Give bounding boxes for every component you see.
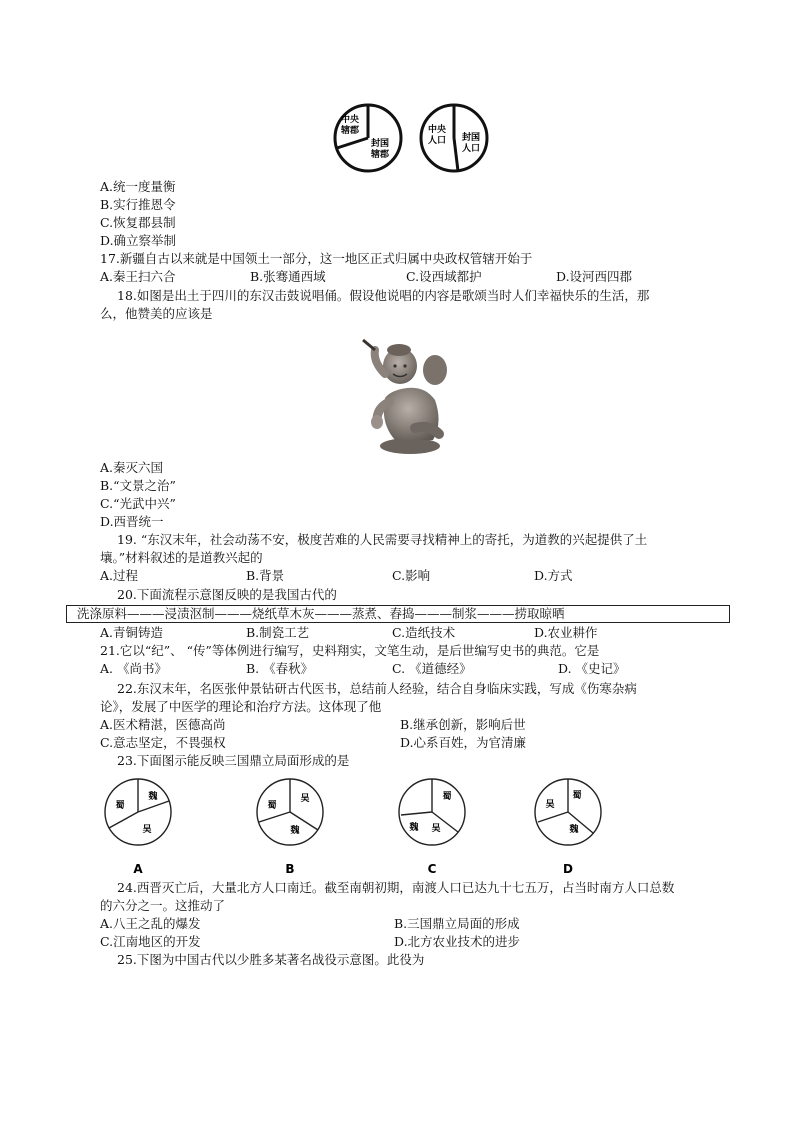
q24-option-b: B.三国鼎立局面的形成 xyxy=(394,916,520,931)
q17-options xyxy=(100,269,730,285)
pie-letter: B xyxy=(285,862,295,876)
q20-flow-box xyxy=(66,605,730,623)
q24-option-c: C.江南地区的开发 xyxy=(100,934,201,949)
pie-label: 魏 xyxy=(290,826,300,836)
q23-pie-a xyxy=(100,775,180,880)
q22-option-a: A.医术精湛，医德高尚 xyxy=(100,717,226,732)
pie-label: 吴 xyxy=(545,800,555,810)
pie-label: 中央 xyxy=(340,115,360,125)
q16-option-b: B.实行推恩令 xyxy=(100,197,176,212)
q24-option-a: A.八王之乱的爆发 xyxy=(100,916,201,931)
pie-label: 人口 xyxy=(427,136,447,146)
q24-option-d: D.北方农业技术的进步 xyxy=(394,934,521,949)
q20-options xyxy=(100,625,730,641)
q23-pie-c xyxy=(394,775,474,880)
q19-stem-line1: 19. “东汉末年，社会动荡不安，极度苦难的人民需要寻找精神上的寄托，为道教的兴起提供了土 xyxy=(117,532,648,547)
q19-option-d: D.方式 xyxy=(534,568,573,583)
q22-option-d: D.心系百姓，为官清廉 xyxy=(400,735,527,750)
pie-label: 辖郡 xyxy=(340,126,360,136)
q25-stem: 25.下图为中国古代以少胜多某著名战役示意图。此役为 xyxy=(117,952,425,967)
q21-options xyxy=(100,661,730,677)
q20-option-b: B.制瓷工艺 xyxy=(246,625,310,640)
q20-stem: 20.下面流程示意图反映的是我国古代的 xyxy=(117,587,337,602)
pie-label: 蜀 xyxy=(572,791,582,801)
top-pie-population xyxy=(416,102,492,174)
q19-option-b: B.背景 xyxy=(246,568,285,583)
pie-label: 吴 xyxy=(300,794,310,804)
q18-option-d: D.西晋统一 xyxy=(100,514,164,529)
q24-options-row1 xyxy=(100,916,730,932)
q18-stem-line2: 么，他赞美的应该是 xyxy=(100,306,213,321)
q24-options-row2 xyxy=(100,934,730,950)
q19-stem-line2: 壤。”材料叙述的是道教兴起的 xyxy=(100,550,263,565)
q19-option-c: C.影响 xyxy=(392,568,431,583)
q21-option-d: D. 《史记》 xyxy=(558,661,626,676)
q22-stem-line2: 论》，发展了中医学的理论和治疗方法。这体现了他 xyxy=(100,699,382,714)
drummer-figurine-image xyxy=(355,328,455,456)
q18-option-b: B.“文景之治” xyxy=(100,478,176,493)
q24-stem-line1: 24.西晋灭亡后，大量北方人口南迁。截至南朝初期，南渡人口已达九十七五万，占当时南方人口总数 xyxy=(117,880,675,895)
q17-stem: 17.新疆自古以来就是中国领土一部分，这一地区正式归属中央政权管辖开始于 xyxy=(100,251,533,266)
q21-option-a: A. 《尚书》 xyxy=(100,661,167,676)
q18-stem-line1: 18.如图是出土于四川的东汉击鼓说唱俑。假设他说唱的内容是歌颂当时人们幸福快乐的生活，那 xyxy=(117,288,650,303)
pie-label: 封国 xyxy=(461,133,481,143)
q16-option-d: D.确立察举制 xyxy=(100,233,177,248)
top-pie-jurisdiction xyxy=(330,102,406,174)
pie-label: 人口 xyxy=(461,144,481,154)
q18-option-c: C.“光武中兴” xyxy=(100,496,176,511)
pie-label: 中央 xyxy=(427,125,447,135)
q21-option-b: B. 《春秋》 xyxy=(246,661,314,676)
pie-letter: A xyxy=(133,862,143,876)
q21-stem: 21.它以“纪”、 “传”等体例进行编写，史料翔实，文笔生动，是后世编写史书的典范。它是 xyxy=(100,643,600,658)
q23-pie-d xyxy=(530,775,610,880)
pie-label: 蜀 xyxy=(442,792,452,802)
pie-label: 吴 xyxy=(431,824,441,834)
q17-option-b: B.张骞通西域 xyxy=(250,269,326,284)
pie-label: 辖郡 xyxy=(370,150,390,160)
pie-label: 魏 xyxy=(148,792,158,802)
q22-option-b: B.继承创新，影响后世 xyxy=(400,717,526,732)
q19-options xyxy=(100,568,730,584)
pie-letter: D xyxy=(563,862,573,876)
q17-option-d: D.设河西四郡 xyxy=(556,269,633,284)
pie-label: 魏 xyxy=(569,825,579,835)
pie-label: 蜀 xyxy=(115,801,125,811)
q22-option-c: C.意志坚定，不畏强权 xyxy=(100,735,226,750)
q22-stem-line1: 22.东汉末年，名医张仲景钻研古代医书，总结前人经验，结合自身临床实践，写成《伤寒杂病 xyxy=(117,681,637,696)
q16-option-c: C.恢复郡县制 xyxy=(100,215,176,230)
q20-option-a: A.青铜铸造 xyxy=(100,625,164,640)
q20-option-d: D.农业耕作 xyxy=(534,625,598,640)
pie-label: 封国 xyxy=(370,139,390,149)
pie-letter: C xyxy=(427,862,437,876)
q20-option-c: C.造纸技术 xyxy=(392,625,456,640)
q24-stem-line2: 的六分之一。这推动了 xyxy=(100,898,226,913)
q20-flow-text: 洗涤原料———浸渍沤制———烧纸草木灰———蒸煮、舂捣———制浆———捞取晾晒 xyxy=(77,606,565,621)
q19-option-a: A.过程 xyxy=(100,568,139,583)
q17-option-c: C.设西域都护 xyxy=(406,269,482,284)
pie-label: 吴 xyxy=(142,825,152,835)
q23-stem: 23.下面图示能反映三国鼎立局面形成的是 xyxy=(117,753,350,768)
q22-options-row2 xyxy=(100,735,730,751)
q23-pie-b xyxy=(252,775,332,880)
q18-option-a: A.秦灭六国 xyxy=(100,460,164,475)
pie-label: 魏 xyxy=(409,823,419,833)
q17-option-a: A.秦王扫六合 xyxy=(100,269,176,284)
q21-option-c: C. 《道德经》 xyxy=(392,661,472,676)
pie-label: 蜀 xyxy=(267,801,277,811)
q16-option-a: A.统一度量衡 xyxy=(100,179,176,194)
q22-options-row1 xyxy=(100,717,730,733)
